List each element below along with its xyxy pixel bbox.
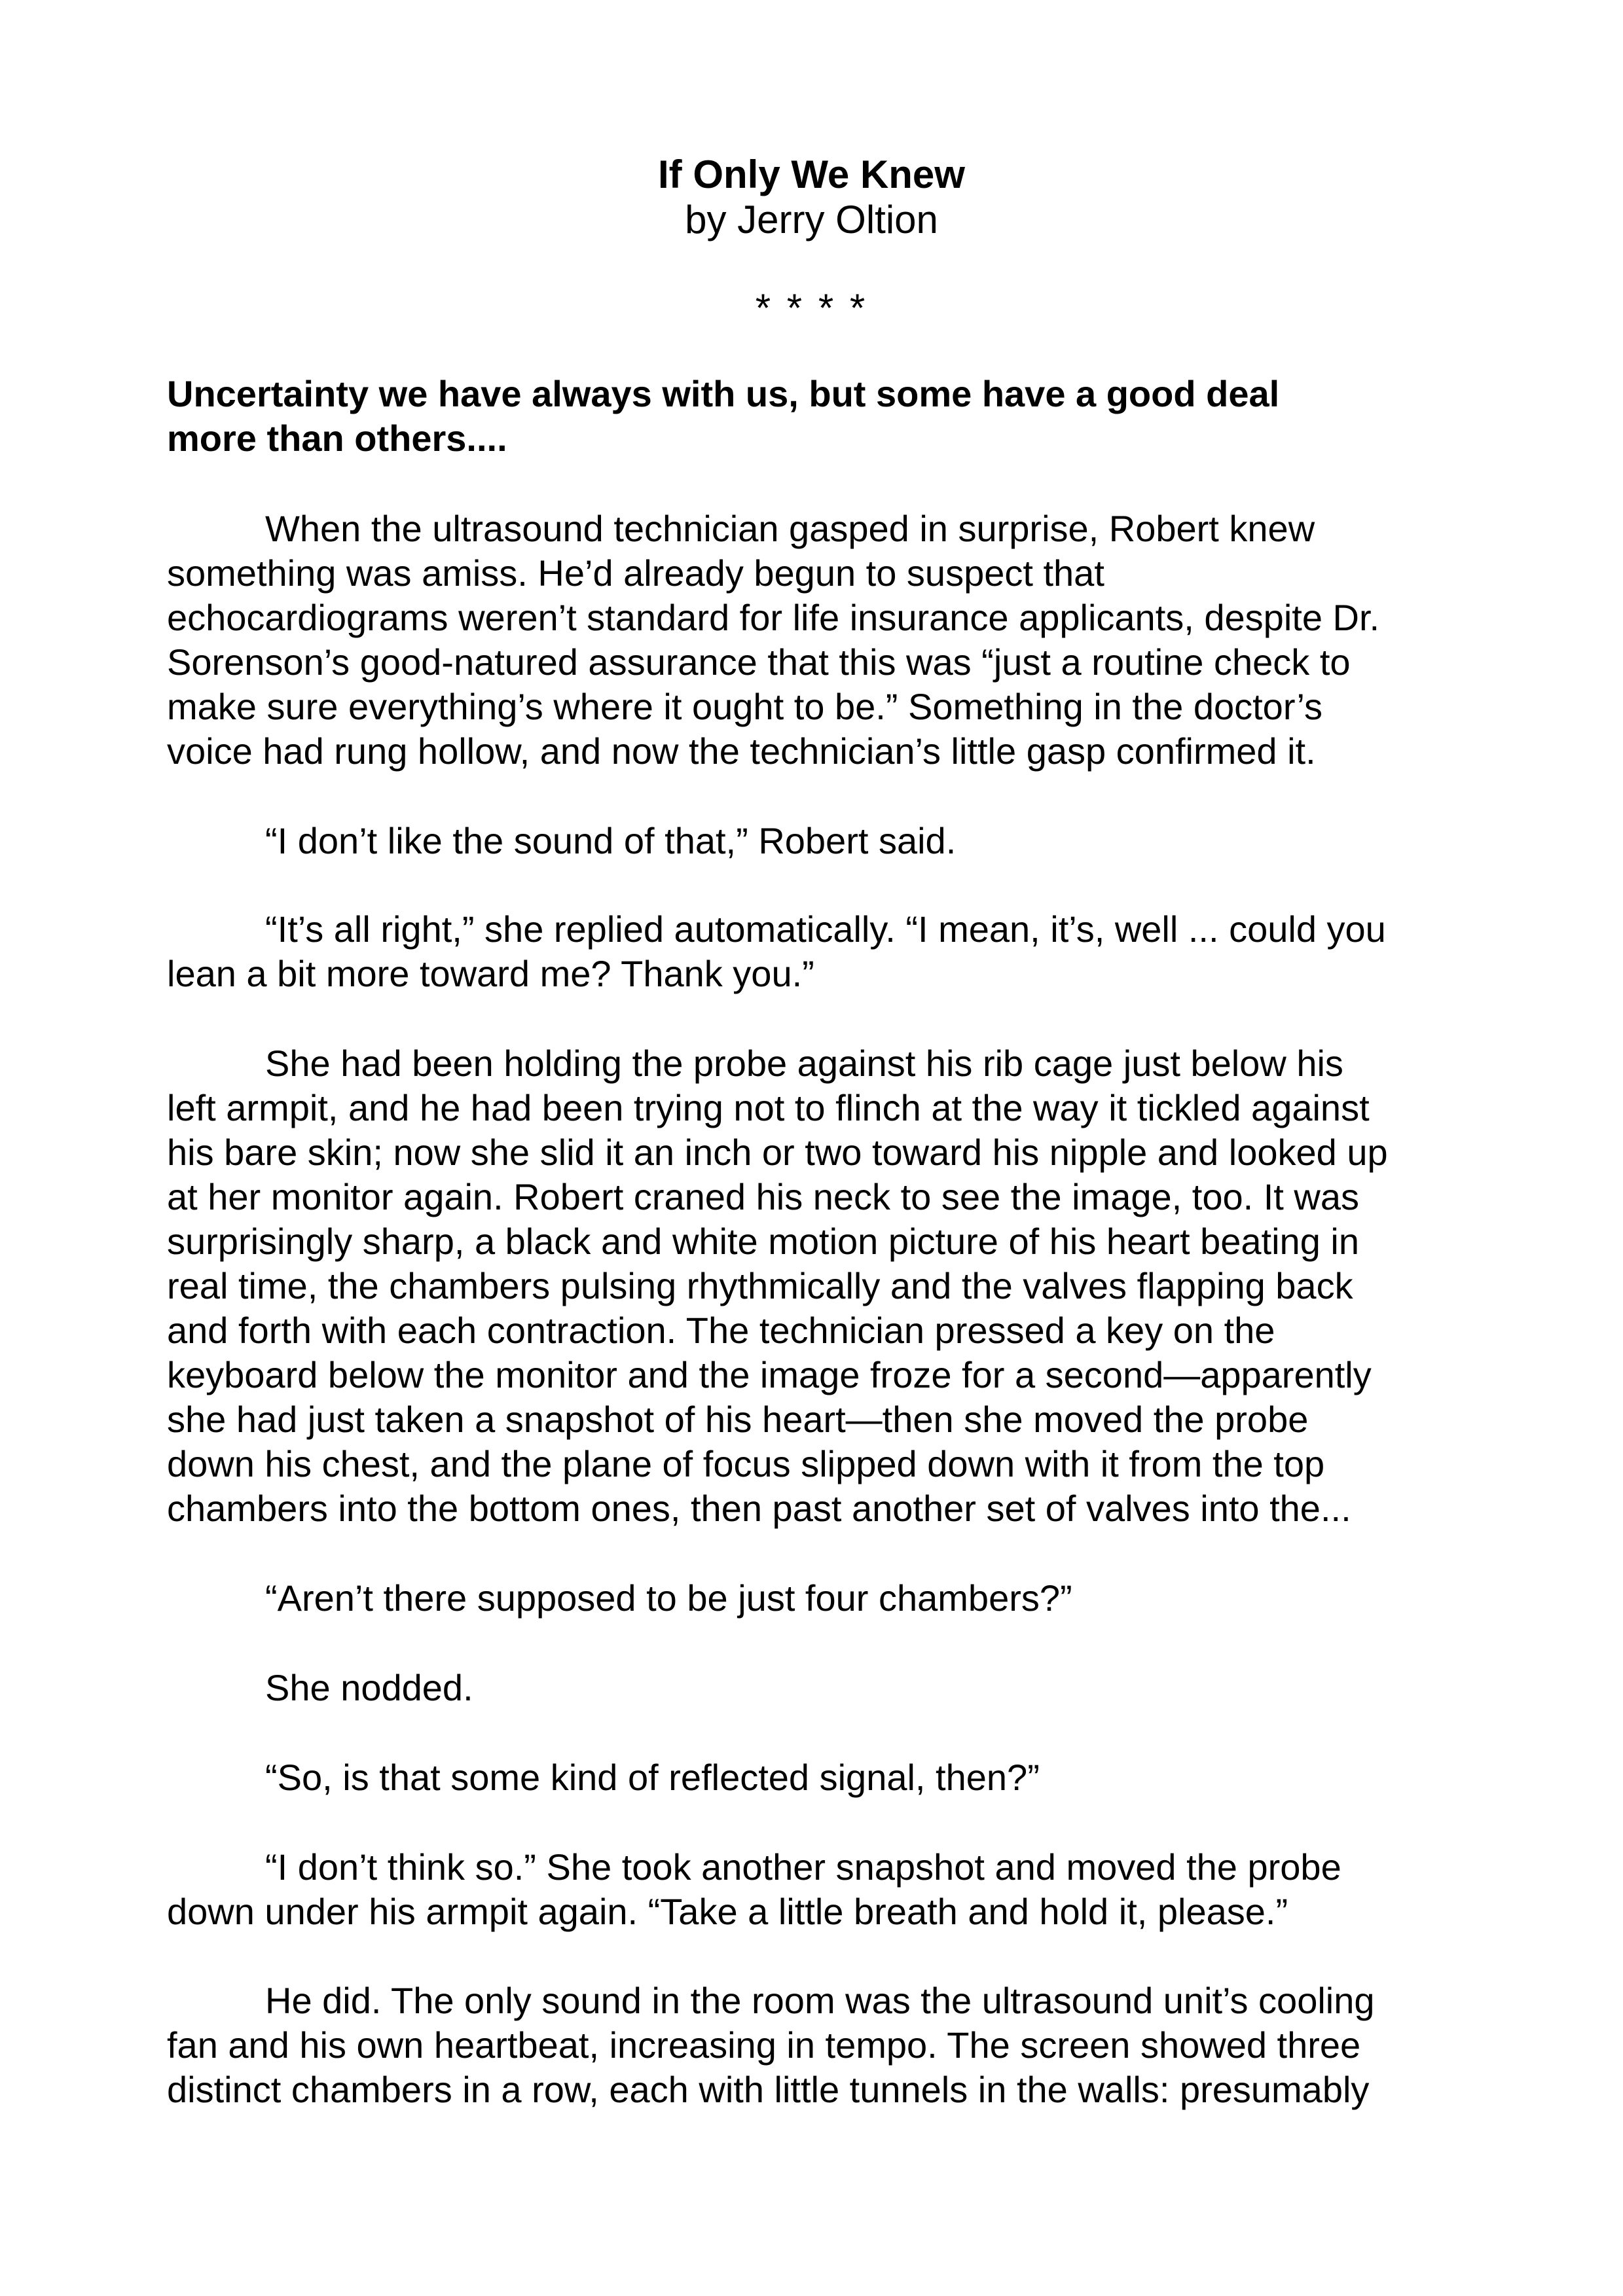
body-text-line: “It’s all right,” she replied automatically. “I mean, it’s, well ... could you (265, 908, 1386, 950)
body-text-line: lean a bit more toward me? Thank you.” (167, 953, 814, 994)
body-text-line: and forth with each contraction. The technician pressed a key on the (167, 1310, 1275, 1351)
body-text-line: left armpit, and he had been trying not to flinch at the way it tickled against (167, 1087, 1370, 1128)
body-text-line: make sure everything’s where it ought to be.” Something in the doctor’s (167, 686, 1322, 727)
lede-line: more than others.... (167, 418, 507, 459)
body-text-line: surprisingly sharp, a black and white motion picture of his heart beating in (167, 1221, 1359, 1262)
body-text-line: He did. The only sound in the room was the ultrasound unit’s cooling (265, 1980, 1375, 2021)
body-text-line: She nodded. (265, 1667, 473, 1708)
body-text-line: down under his armpit again. “Take a little breath and hold it, please.” (167, 1891, 1288, 1932)
body-text-line: Sorenson’s good-natured assurance that this was “just a routine check to (167, 641, 1351, 683)
body-text-line: at her monitor again. Robert craned his neck to see the image, too. It was (167, 1176, 1359, 1217)
section-separator: * * * * (755, 286, 868, 330)
body-text-line: “Aren’t there supposed to be just four chambers?” (265, 1577, 1072, 1619)
body-text-line: keyboard below the monitor and the image froze for a second—apparently (167, 1354, 1372, 1395)
story-title: If Only We Knew (658, 152, 965, 196)
body-text-line: fan and his own heartbeat, increasing in tempo. The screen showed three (167, 2024, 1361, 2066)
body-text-line: she had just taken a snapshot of his heart—then she moved the probe (167, 1399, 1309, 1440)
body-text-line: something was amiss. He’d already begun to suspect that (167, 552, 1104, 594)
body-text-line: “I don’t think so.” She took another snapshot and moved the probe (265, 1846, 1341, 1888)
body-text-line: down his chest, and the plane of focus slipped down with it from the top (167, 1443, 1325, 1484)
body-text-line: real time, the chambers pulsing rhythmically and the valves flapping back (167, 1265, 1353, 1306)
body-text-line: chambers into the bottom ones, then past another set of valves into the... (167, 1488, 1351, 1529)
body-text-line: voice had rung hollow, and now the technician’s little gasp confirmed it. (167, 730, 1316, 772)
story-byline: by Jerry Oltion (685, 198, 938, 242)
body-text-line: “So, is that some kind of reflected signal, then?” (265, 1757, 1040, 1798)
body-text-line: distinct chambers in a row, each with little tunnels in the walls: presumably (167, 2069, 1370, 2110)
body-text-line: “I don’t like the sound of that,” Robert said. (265, 820, 957, 861)
body-text-line: echocardiograms weren’t standard for life insurance applicants, despite Dr. (167, 597, 1380, 638)
body-text-line: When the ultrasound technician gasped in surprise, Robert knew (265, 508, 1315, 549)
body-text-line: She had been holding the probe against his rib cage just below his (265, 1043, 1343, 1084)
lede-line: Uncertainty we have always with us, but some have a good deal (167, 373, 1280, 414)
body-text-line: his bare skin; now she slid it an inch or two toward his nipple and looked up (167, 1132, 1388, 1173)
